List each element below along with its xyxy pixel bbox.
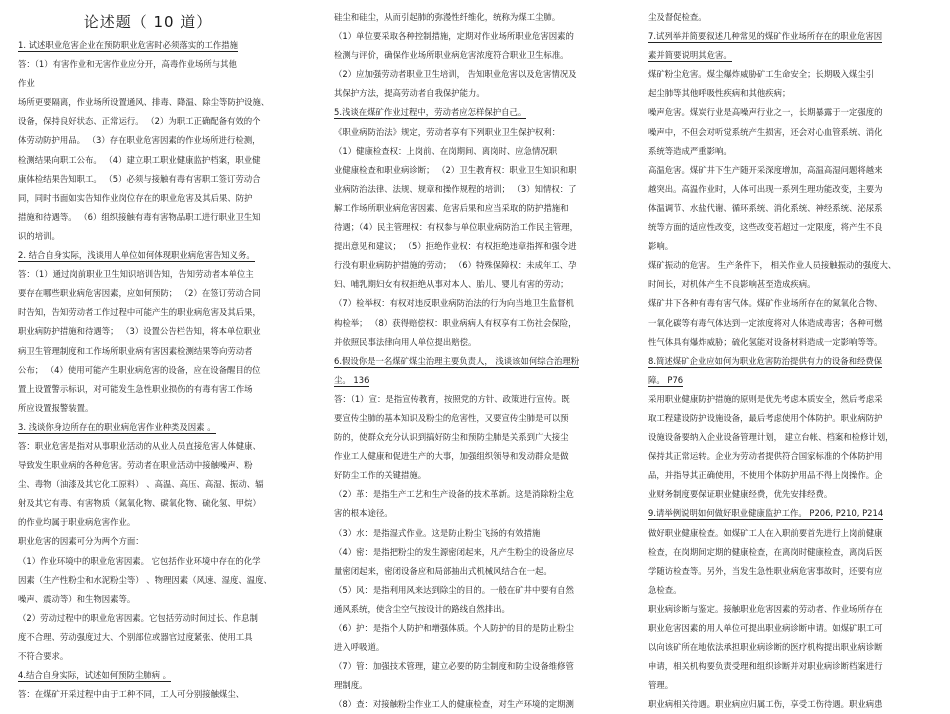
line-text: 识的培训。 — [18, 230, 60, 241]
text-line — [648, 294, 938, 313]
text-line — [18, 322, 318, 341]
text-line — [334, 581, 634, 600]
line-text: 体温调节、水盐代谢、循环系统、消化系统、神经系统、泌尿系 — [648, 202, 883, 213]
text-line — [648, 562, 938, 581]
text-line — [334, 65, 634, 84]
text-line — [648, 256, 938, 275]
text-line — [18, 303, 318, 322]
text-line — [648, 314, 938, 333]
text-line — [648, 447, 938, 466]
text-line — [648, 600, 938, 619]
text-line — [18, 590, 318, 609]
line-text: 《职业病防治法》规定，劳动者享有下列职业卫生保护权利： — [334, 126, 561, 137]
text-line — [18, 380, 318, 399]
text-line — [334, 8, 634, 27]
line-text: （7）管：加强技术管理，建立必要的防尘制度和防尘设备维修管 — [334, 661, 574, 672]
line-text: 康体检结果告知职工。 （5）必须与接触有毒有害职工签订劳动合 — [18, 173, 261, 184]
text-line — [648, 466, 938, 485]
line-text: 体劳动防护用品。 （3）存在职业危害因素的作业场所进行检测， — [18, 135, 261, 146]
line-text: 好防尘工作的关键措施。 — [334, 470, 427, 481]
text-line — [18, 227, 318, 246]
line-text: 答：（1）宣：是指宣传教育，按照党的方针、政策进行宣传。既 — [334, 393, 570, 404]
line-text: 5.浅谈在煤矿作业过程中，劳动者应怎样保护自己。 — [334, 107, 527, 118]
line-text: 通风系统，使含尘空气按设计的路线自然排出。 — [334, 603, 510, 614]
line-text: 职业病相关待遇。职业病应归属工伤，享受工伤待遇。职业病患 — [648, 699, 883, 710]
text-line — [18, 456, 318, 475]
line-text: 9.请举例说明如何做好职业健康监护工作。 P206, P210, P214 — [648, 508, 884, 519]
text-line — [18, 265, 318, 284]
text-line — [18, 494, 318, 513]
text-line — [334, 237, 634, 256]
text-line — [334, 199, 634, 218]
line-text: 不符合要求。 — [18, 651, 69, 661]
line-text: 场所更要隔离，作业场所设置通风、排毒、降温、除尘等防护设施、 — [18, 97, 270, 108]
text-line — [18, 571, 318, 590]
line-text: 学随访检查等。另外，当发生急性职业病危害事故时，还要有应 — [648, 565, 883, 576]
line-text: 越突出。高温作业时，人体可出现一系列生理功能改变，主要为 — [648, 183, 883, 194]
text-line — [648, 581, 938, 600]
text-line — [18, 399, 318, 418]
line-text: 设备，保持良好状态、正常运行。 （2）为职工正确配备有效的个 — [18, 116, 261, 127]
text-line — [18, 151, 318, 170]
line-text: 硅尘和硅尘，从而引起肺的弥漫性纤维化，统称为煤工尘肺。 — [334, 12, 561, 22]
line-text: 做好职业健康检查。如煤矿工人在入职前要首先进行上岗前健康 — [648, 527, 883, 538]
line-text: （6）护：是指个人防护和增强体质。个人防护的目的是防止粉尘 — [334, 623, 574, 633]
line-text: （4）密：是指把粉尘的发生源密闭起来，凡产生粉尘的设备应尽 — [334, 546, 574, 557]
text-line — [648, 103, 938, 122]
question-line — [334, 371, 634, 390]
text-line — [334, 562, 634, 581]
line-text: 业财务制度要保证职业健康经费，优先安排经费。 — [648, 489, 833, 500]
text-line — [648, 657, 938, 676]
text-line — [334, 390, 634, 409]
text-line — [648, 65, 938, 84]
line-text: 急检查。 — [648, 584, 682, 595]
line-text: 病卫生管理制度和工作场所职业病有害因素检测结果等向劳动者 — [18, 345, 253, 356]
line-text: 作业工人健康和促进生产的大事，加强组织领导和发动群众是做 — [334, 451, 569, 462]
line-text: 一氧化碳等有毒气体达到一定浓度将对人体造成毒害；各种可燃 — [648, 317, 883, 328]
line-text: 品，并指导其正确使用，不使用个体防护用品不得上岗操作。企 — [648, 470, 883, 481]
line-text: 进入呼吸道。 — [334, 642, 385, 653]
line-text: 采用职业健康防护措施的原则是优先考虑本质安全，然后考虑采 — [648, 393, 883, 404]
line-text: 业病防治法律、法规、规章和操作规程的培训； （3）知情权：了 — [334, 183, 577, 194]
line-text: 障。 P76 — [648, 374, 684, 385]
text-line — [18, 93, 318, 112]
line-text: （5）风：是指利用风来达到除尘的目的。一般在矿井中要有自然 — [334, 584, 574, 595]
text-line — [648, 409, 938, 428]
text-line — [648, 695, 938, 714]
text-line — [18, 284, 318, 303]
line-text: 起尘肺等其他呼吸性疾病和其他疾病； — [648, 88, 791, 99]
line-text: 公布； （4）使用可能产生职业病危害的设备，应在设备醒目的位 — [18, 364, 261, 375]
line-text: 解工作场所职业病危害因素、危害后果和应当采取的防护措施和 — [334, 202, 569, 213]
text-line — [648, 84, 938, 103]
text-line — [648, 161, 938, 180]
text-line — [18, 170, 318, 189]
text-line — [334, 638, 634, 657]
line-text: 检测与评价，确保作业场所职业病危害浓度符合职业卫生标准。 — [334, 50, 569, 61]
line-text: 答：在煤矿开采过程中由于工种不同，工人可分别接触煤尘、 — [18, 689, 245, 700]
line-text: 妇、哺乳期妇女有权拒绝从事对本人、胎儿、婴儿有害的劳动； — [334, 279, 569, 290]
line-text: 系统等造成严重影响。 — [648, 145, 732, 156]
text-line — [648, 142, 938, 161]
column-3 — [648, 0, 938, 710]
line-text: 理制度。 — [334, 680, 368, 691]
line-text: 8.简述煤矿企业应如何为职业危害防治提供有力的设备和经费保 — [648, 355, 883, 366]
line-text: 量密闭起来，密闭设备应和局部抽出式机械风结合在一起。 — [334, 565, 552, 576]
line-text: 素并简要说明其危害。 — [648, 50, 732, 61]
line-text: 因素（生产性粉尘和水泥粉尘等） 、物理因素（风速、湿度、温度、 — [18, 574, 272, 585]
text-line — [648, 485, 938, 504]
text-line — [18, 55, 318, 74]
text-line — [334, 466, 634, 485]
line-text: （1）作业环境中的职业危害因素。 它包括作业环境中存在的化学 — [18, 555, 261, 566]
line-text: 煤矿振动的危害。 生产条件下， 相关作业人员接触振动的强度大、 — [648, 260, 897, 271]
line-text: （7）检举权：有权对违反职业病防治法的行为向当地卫生监督机 — [334, 298, 574, 309]
text-line — [334, 142, 634, 161]
text-line — [334, 333, 634, 352]
line-text: （2）劳动过程中的职业危害因素。它包括劳动时间过长、作息制 — [18, 612, 258, 623]
line-text: 噪声、震动等）和生物因素等。 — [18, 593, 136, 604]
text-line — [648, 524, 938, 543]
text-line — [648, 619, 938, 638]
text-line — [334, 543, 634, 562]
text-line — [18, 513, 318, 532]
question-line — [648, 371, 938, 390]
line-text: 7.试列举并简要叙述几种常见的煤矿作业场所存在的职业危害因 — [648, 31, 883, 42]
line-text: 统等方面的适应性改变，这些改变若超过一定限度，将产生不良 — [648, 222, 883, 233]
text-line — [334, 524, 634, 543]
line-text: 取工程建设防护设施设备，最后考虑使用个体防护。职业病防护 — [648, 412, 883, 423]
column-1 — [18, 0, 318, 700]
text-line — [334, 504, 634, 523]
text-line — [648, 123, 938, 142]
text-line — [648, 180, 938, 199]
text-line — [334, 409, 634, 428]
line-text: 所应设置报警装置。 — [18, 402, 94, 413]
text-line — [18, 437, 318, 456]
text-line — [334, 218, 634, 237]
line-text: 职业危害的因素可分为两个方面： — [18, 536, 144, 547]
line-text: 措施和待遇等。 （6）组织接触有毒有害物品职工进行职业卫生知 — [18, 211, 261, 222]
text-line — [648, 199, 938, 218]
line-text: 4.结合自身实际，试述如何预防尘肺病 。 — [18, 670, 172, 681]
line-text: 时间长，对机体产生不良影响甚至造成疾病。 — [648, 279, 816, 290]
line-text: （2）应加强劳动者职业卫生培训， 告知职业危害以及危害情况及 — [334, 69, 577, 80]
question-line — [18, 36, 318, 55]
line-text: 要存在哪些职业病危害因素，应如何预防； （2）在签订劳动合同 — [18, 288, 261, 299]
column-2 — [334, 0, 634, 710]
text-line — [334, 676, 634, 695]
line-text: 防的，使群众充分认识到搞好防尘和预防尘肺是关系到广大接尘 — [334, 432, 569, 443]
text-line — [334, 84, 634, 103]
line-text: 行没有职业病防护措施的劳动； （6）特殊保障权：未成年工、孕 — [334, 260, 577, 271]
line-text: 度不合理、劳动强度过大、个别部位或器官过度紧张、使用工具 — [18, 631, 253, 642]
text-line — [334, 256, 634, 275]
text-line — [334, 314, 634, 333]
line-text: 1. 试述职业危害企业在预防职业危害时必须落实的工作措施 — [18, 40, 239, 50]
line-text: 答：（1）有害作业和无害作业应分开，高毒作业场所与其他 — [18, 59, 237, 70]
line-text: 3. 浅谈你身边所存在的职业病危害作业种类及因素 。 — [18, 421, 216, 432]
line-text: 设施设备要纳入企业设备管理计划， 建立台帐、档案和检修计划， — [648, 432, 894, 443]
text-line — [648, 638, 938, 657]
line-text: 尘、毒物（油漆及其它化工原料） 、高温、高压、高湿、振动、辐 — [18, 479, 264, 490]
question-line — [648, 352, 938, 371]
line-text: 并依照民事法律向用人单位提出赔偿。 — [334, 336, 477, 347]
line-text: 的作业均属于职业病危害作业。 — [18, 517, 136, 528]
page-title: 论述题（ 10 道） — [83, 13, 213, 31]
line-text: 提出意见和建议； （5）拒绝作业权：有权拒绝违章指挥和强令进 — [334, 241, 577, 252]
line-text: 噪声危害。煤炭行业是高噪声行业之一，长期暴露于一定强度的 — [648, 107, 883, 118]
line-text: （8）查：对接触粉尘作业工人的健康检查，对生产环境的定期测 — [334, 699, 574, 710]
line-text: 高温危害。煤矿井下生产随开采深度增加，高温高湿问题将越来 — [648, 164, 883, 175]
line-text: 射及其它有毒、有害物质（氮氧化物、碳氧化物、硫化氢、甲烷） — [18, 498, 261, 509]
line-text: 同，同时书面如实告知作业岗位存在的职业危害及其后果、防护 — [18, 192, 253, 203]
column-3-lines — [648, 8, 938, 714]
question-line — [648, 27, 938, 46]
line-text: （1）单位要采取各种控制措施，定期对作业场所职业危害因素的 — [334, 31, 574, 42]
text-line — [18, 112, 318, 131]
text-line — [648, 237, 938, 256]
line-text: 害的根本途径。 — [334, 508, 393, 519]
line-text: 作业 — [18, 78, 35, 89]
line-text: 业健康检查和职业病诊断； （2）卫生教育权：职业卫生知识和职 — [334, 164, 577, 175]
line-text: （1）健康检查权：上岗前、在岗期间、离岗时、应急情况职 — [334, 145, 558, 156]
line-text: 其保护方法，提高劳动者自我保护能力。 — [334, 88, 485, 99]
line-text: 保持其正常运转。企业为劳动者提供符合国家标准的个体防护用 — [648, 451, 883, 462]
question-line — [648, 46, 938, 65]
text-line — [18, 647, 318, 666]
text-line — [334, 485, 634, 504]
column-1-lines — [18, 36, 318, 704]
text-line — [334, 428, 634, 447]
text-line — [18, 628, 318, 647]
text-line — [648, 275, 938, 294]
text-line — [334, 46, 634, 65]
question-line — [18, 418, 318, 437]
text-line — [334, 123, 634, 142]
text-line — [648, 428, 938, 447]
line-text: 时告知，告知劳动者工作过程中可能产生的职业病危害及其后果， — [18, 307, 261, 318]
text-line — [334, 695, 634, 714]
text-line — [648, 390, 938, 409]
text-line — [18, 189, 318, 208]
text-line — [18, 131, 318, 150]
text-line — [648, 543, 938, 562]
line-text: （3）水：是指湿式作业。这是防止粉尘飞扬的有效措施 — [334, 527, 541, 538]
line-text: 2. 结合自身实际，浅谈用人单位如何体现职业病危害告知义务。 — [18, 250, 255, 261]
text-line — [334, 619, 634, 638]
line-text: 煤矿井下各种有毒有害气体。煤矿作业场所存在的氮氧化合物、 — [648, 298, 883, 309]
line-text: 申请，相关机构要负责受理和组织诊断并对职业病诊断档案进行 — [648, 661, 883, 672]
text-line — [334, 275, 634, 294]
line-text: 噪声中，不但会对听觉系统产生损害，还会对心血管系统、消化 — [648, 126, 883, 137]
line-text: 以向该矿所在地依法承担职业病诊断的医疗机构提出职业病诊断 — [648, 642, 883, 653]
text-line — [334, 294, 634, 313]
line-text: 检查，在岗期间定期的健康检查，在离岗时健康检查，离岗后医 — [648, 546, 883, 557]
line-text: 答：（1）通过岗前职业卫生知识培训告知，告知劳动者本单位主 — [18, 269, 254, 280]
text-line — [334, 161, 634, 180]
line-text: 检测结果向职工公布。 （4）建立职工职业健康监护档案，职业健 — [18, 154, 261, 165]
text-line — [648, 676, 938, 695]
text-line — [18, 685, 318, 704]
text-line — [334, 657, 634, 676]
line-text: 管理。 — [648, 680, 674, 691]
line-text: 置上设置警示标识，对可能发生急性职业损伤的有毒有害工作场 — [18, 383, 253, 394]
line-text: 影响。 — [648, 241, 674, 252]
text-line — [334, 27, 634, 46]
text-line — [334, 447, 634, 466]
question-line — [334, 103, 634, 122]
text-line — [648, 8, 938, 27]
text-line — [18, 361, 318, 380]
line-text: 职业病防护措施和待遇等； （3）设置公告栏告知，将本单位职业 — [18, 326, 261, 337]
text-line — [18, 552, 318, 571]
line-text: 煤矿粉尘危害。煤尘爆炸威胁矿工生命安全；长期吸入煤尘引 — [648, 69, 875, 80]
line-text: 职业病诊断与鉴定。接触职业危害因素的劳动者、作业场所存在 — [648, 603, 883, 614]
question-line — [334, 352, 634, 371]
line-text: 待遇；（4）民主管理权：有权参与单位职业病防治工作民主管理， — [334, 222, 579, 233]
line-text: 职业危害因素的用人单位可提出职业病诊断申请。如煤矿职工可 — [648, 623, 883, 633]
text-line — [18, 475, 318, 494]
text-line — [18, 74, 318, 93]
line-text: 构检举； （8）获得赔偿权：职业病病人有权享有工伤社会保险， — [334, 317, 577, 328]
text-line — [648, 218, 938, 237]
question-line — [648, 504, 938, 523]
column-2-lines — [334, 8, 634, 714]
line-text: 要宣传尘肺的基本知识及粉尘的危害性，又要宣传尘肺是可以预 — [334, 412, 569, 423]
question-line — [18, 666, 318, 685]
text-line — [18, 208, 318, 227]
line-text: 导致发生职业病的各种危害。劳动者在职业活动中接触噪声、粉 — [18, 460, 253, 471]
line-text: （2）革：是指生产工艺和生产设备的技术革新。这是消除粉尘危 — [334, 489, 574, 500]
line-text: 尘及督促检查。 — [648, 12, 707, 22]
question-line — [18, 246, 318, 265]
text-line — [334, 180, 634, 199]
text-line — [18, 532, 318, 551]
text-line — [18, 609, 318, 628]
line-text: 答：职业危害是指对从事职业活动的从业人员直接危害人体健康、 — [18, 440, 261, 451]
line-text: 尘。 136 — [334, 374, 370, 385]
text-line — [648, 333, 938, 352]
text-line — [334, 600, 634, 619]
text-line — [18, 342, 318, 361]
line-text: 6.假设你是一名煤矿煤尘治理主要负责人， 浅谈该如何综合治理粉 — [334, 355, 580, 366]
line-text: 性气体具有爆炸威胁；硫化氢能对设备材料造成一定影响等等。 — [648, 336, 883, 347]
